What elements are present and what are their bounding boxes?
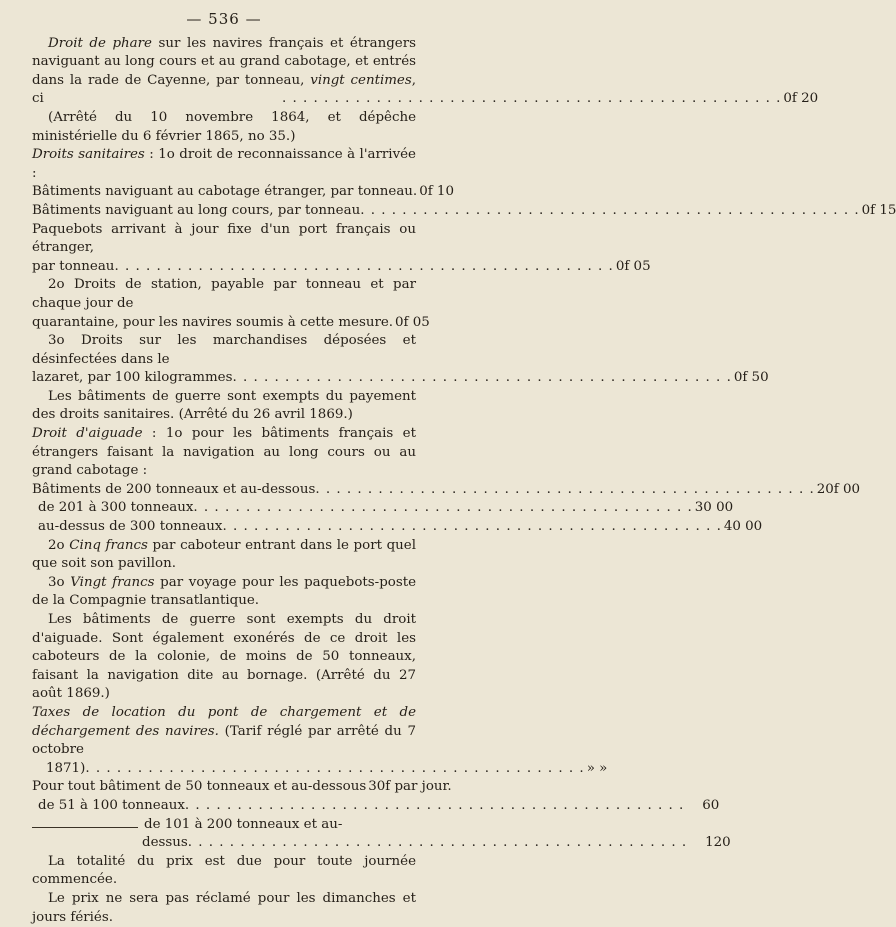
aiguade-heading: [32, 425, 416, 481]
aiguade-p3-pre: 3o: [48, 574, 71, 590]
aiguade-p3-italic: Vingt francs: [70, 574, 155, 590]
aiguade-intro: : 1o pour les bâtiments français et étrangers faisant la navigation au long cours ou au grand cabotage :: [32, 426, 416, 479]
aiguade-p2-pre: 2o: [48, 537, 70, 553]
aiguade-row2: [32, 499, 734, 518]
location-heading: [32, 704, 416, 760]
sanitaires-line5-cont: lazaret, par 100 kilogrammes: [32, 370, 233, 386]
ditto-dash: [32, 827, 138, 828]
aiguade-p2: [32, 537, 416, 574]
sanitaires-line4-cont: quarantaine, pour les navires soumis à cette mesure.: [32, 314, 394, 330]
location-tarif-row: [32, 760, 608, 779]
location-row3-value: 120: [705, 835, 731, 851]
aiguade-exempt: Les bâtiments de guerre sont exempts du droit d'aiguade. Sont également exonérés de ce droit les caboteurs de la colonie, de moins de 50 tonneaux, faisant la navigation dite au bornage. (Arrêté du 27 août 1869.): [32, 612, 416, 702]
aiguade-p2-post: par caboteur entrant dans le port quel que soit son pavillon.: [32, 537, 416, 572]
location-row2: [32, 797, 720, 816]
aiguade-row2-label: de 201 à 300 tonneaux: [38, 500, 194, 516]
sanitaires-line1-label: Bâtiments naviguant au cabotage étranger, par tonneau.: [32, 184, 418, 200]
aiguade-title: Droit d'aiguade: [32, 426, 143, 442]
sanitaires-title: Droits sanitaires: [32, 147, 145, 163]
phare-value-row: [32, 90, 819, 109]
sanitaires-line5-text: 3o Droits sur les marchandises déposées et désinfectées dans le: [32, 333, 416, 367]
aiguade-row1-value: 20f 00: [816, 481, 861, 497]
sanitaires-line1: [32, 183, 454, 202]
aiguade-row1: [32, 481, 861, 500]
sanitaires-exempt: Les bâtiments de guerre sont exempts du payement des droits sanitaires. (Arrêté du 26 avril 1869.): [32, 388, 416, 423]
aiguade-p3-post: par voyage pour les paquebots-poste de la Compagnie transatlantique.: [32, 574, 417, 609]
sanitaires-heading: [32, 146, 416, 183]
sanitaires-line4-text: 2o Droits de station, payable par tonneau et par chaque jour de: [32, 277, 416, 311]
location-row3: [32, 816, 416, 835]
sanitaires-line4-value: 0f 05: [395, 314, 430, 330]
aiguade-row3-value: 40 00: [723, 519, 763, 535]
location-tarif: (Tarif réglé par arrêté du 7 octobre: [32, 723, 416, 758]
location-row3-label: de 101 à 200 tonneaux et au-: [144, 816, 343, 832]
location-row3-cont: [32, 834, 731, 853]
aiguade-p3: [32, 574, 416, 611]
location-note1: La totalité du prix est due pour toute journée commencée.: [32, 853, 416, 888]
location-row3-cont-label: dessus: [142, 835, 188, 851]
aiguade-row2-value: 30 00: [694, 500, 734, 516]
phare-title: Droit de phare: [48, 35, 152, 51]
phare-vingt: vingt centimes: [310, 72, 412, 88]
aiguade-row3-label: au-dessus de 300 tonneaux: [38, 519, 223, 535]
location-note2: Le prix ne sera pas réclamé pour les dimanches et jours fériés.: [32, 890, 416, 925]
location-row2-label: de 51 à 100 tonneaux: [38, 797, 185, 813]
sanitaires-line4: [32, 314, 430, 333]
sanitaires-line2-value: 0f 15: [861, 202, 896, 218]
sanitaires-line5-value: 0f 50: [733, 370, 769, 386]
location-row1-label: Pour tout bâtiment de 50 tonneaux et au-dessous: [32, 779, 367, 795]
location-title: Taxes de location du pont de chargement et de déchargement des navires.: [32, 704, 416, 739]
sanitaires-line1-value: 0f 10: [419, 184, 454, 200]
aiguade-row3: [32, 518, 763, 537]
phare-value: 0f 20: [783, 91, 819, 107]
sanitaires-line3-value: 0f 05: [615, 258, 651, 274]
location-row1: [32, 778, 452, 797]
page-number: — 536 —: [186, 10, 262, 28]
sanitaires-line3-cont: par tonneau: [32, 258, 115, 274]
location-tarif-value: » »: [586, 760, 608, 776]
phare-arrete: (Arrêté du 10 novembre 1864, et dépêche ministérielle du 6 février 1865, no 35.): [32, 109, 416, 144]
sanitaires-line2-label: Bâtiments naviguant au long cours, par tonneau: [32, 202, 361, 218]
phare-text1: sur les navires français et étrangers naviguant au long cours et au grand cabotage, et entrés dans la rade de Cayenne, par tonneau,: [32, 35, 416, 88]
aiguade-p2-italic: Cinq francs: [69, 537, 148, 553]
sanitaires-line3-text: Paquebots arrivant à jour fixe d'un port français ou étranger,: [32, 221, 416, 256]
sanitaires-line3: [32, 258, 651, 277]
aiguade-row1-label: Bâtiments de 200 tonneaux et au-dessous: [32, 481, 316, 497]
sanitaires-line2: [32, 202, 896, 221]
location-row1-value: 30f par jour.: [368, 779, 452, 795]
phare-text2: , ci: [32, 72, 416, 107]
sanitaires-intro: : 1o droit de reconnaissance à l'arrivée :: [32, 147, 416, 181]
location-tarif-cont: 1871): [46, 760, 86, 776]
location-row2-value: 60: [702, 797, 720, 813]
sanitaires-line5: [32, 369, 769, 388]
